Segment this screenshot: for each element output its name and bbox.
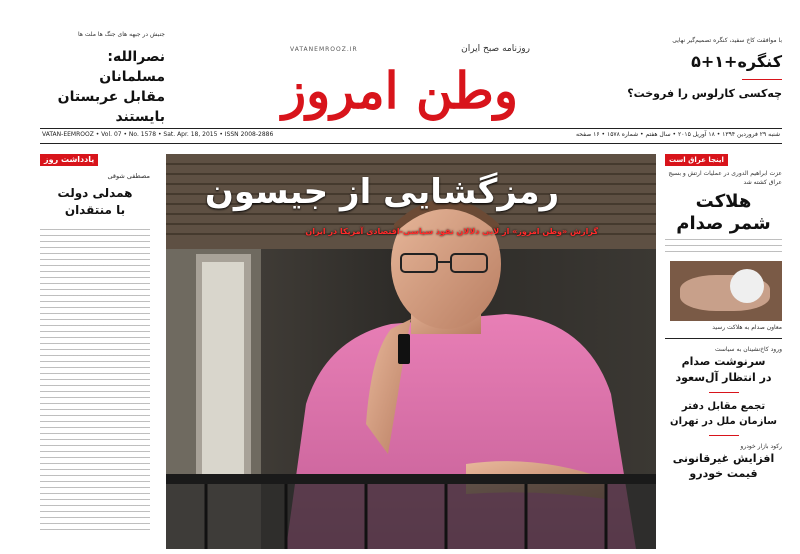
main-photo[interactable] xyxy=(166,154,656,549)
right-photo[interactable] xyxy=(670,261,782,321)
date-bar-persian: شنبه ۲۹ فروردین ۱۳۹۴ • ۱۸ آوریل ۲۰۱۵ • سال هفتم • شماره ۱۵۷۸ • ۱۶ صفحه xyxy=(576,131,780,138)
left-column-headline-2: با منتقدان xyxy=(64,203,126,217)
masthead xyxy=(200,40,600,125)
right-headline-2: شمر صدام xyxy=(676,213,771,234)
top-right-story[interactable] xyxy=(612,36,782,102)
main-headline: رمزگشایی از جیسون xyxy=(204,172,560,212)
story2-headline-1: سرنوشت صدام xyxy=(681,355,766,368)
right-photo-face xyxy=(730,269,764,303)
divider xyxy=(709,435,739,436)
divider xyxy=(709,392,739,393)
right-column-kicker: عزت ابراهیم الدوری در عملیات ارتش و بسیج عراق کشته شد xyxy=(668,170,782,186)
masthead-logo: وطن امروز xyxy=(282,61,518,120)
left-column xyxy=(40,154,150,549)
story4-kicker: رکود بازار خودرو xyxy=(740,443,782,450)
top-right-subhead: چه‌کسی کارلوس را فروخت؟ xyxy=(627,87,782,100)
story3-headline-1: تجمع مقابل دفتر xyxy=(681,401,766,412)
divider xyxy=(742,79,782,80)
right-column xyxy=(665,154,782,549)
top-left-story[interactable] xyxy=(40,30,165,127)
masthead-latin: VATANEMROOZ.IR xyxy=(290,46,358,53)
divider xyxy=(665,338,782,339)
top-left-headline-1: نصرالله: مسلمانان xyxy=(99,49,165,85)
right-story-body xyxy=(665,239,782,257)
main-subhead: گزارش «وطن امروز» از لابی دلالان نفوذ سیاسی-اقتصادی آمریکا در ایران xyxy=(305,227,598,236)
left-column-label: یادداشت روز xyxy=(40,154,98,166)
top-right-kicker: با موافقت کاخ سفید، کنگره تصمیم‌گیر نهایی xyxy=(672,37,782,44)
story2-kicker: ورود کاخ‌نشینان به سیاست xyxy=(715,346,782,353)
masthead-tagline: روزنامه صبح ایران xyxy=(461,44,530,54)
date-bar xyxy=(40,128,782,144)
date-bar-latin: VATAN-EEMROOZ • Vol. 07 • No. 1578 • Sat. Apr. 18, 2015 • ISSN 2008-2886 xyxy=(42,131,274,138)
story4-headline-1: افزایش غیرقانونی xyxy=(672,452,775,465)
top-left-headline-2: مقابل عربستان بایستند xyxy=(57,89,165,125)
left-column-author: مصطفی شوقی xyxy=(107,172,150,180)
story3-headline-2: سازمان ملل در تهران xyxy=(670,416,777,427)
top-right-headline: کنگره+۱+۵ xyxy=(691,52,782,71)
top-left-kicker: جنبش در جبهه های جنگ ها ملت ها xyxy=(77,31,165,38)
right-column-label: اینجا عراق است xyxy=(665,154,728,166)
right-photo-caption: معاون صدام به هلاکت رسید xyxy=(712,324,782,331)
right-headline-1: هلاکت xyxy=(695,191,752,212)
story2-headline-2: در انتظار آل‌سعود xyxy=(675,371,772,384)
story4-headline-2: قیمت خودرو xyxy=(689,467,758,480)
left-column-body xyxy=(40,229,150,534)
left-column-headline-1: همدلی دولت xyxy=(57,186,133,200)
